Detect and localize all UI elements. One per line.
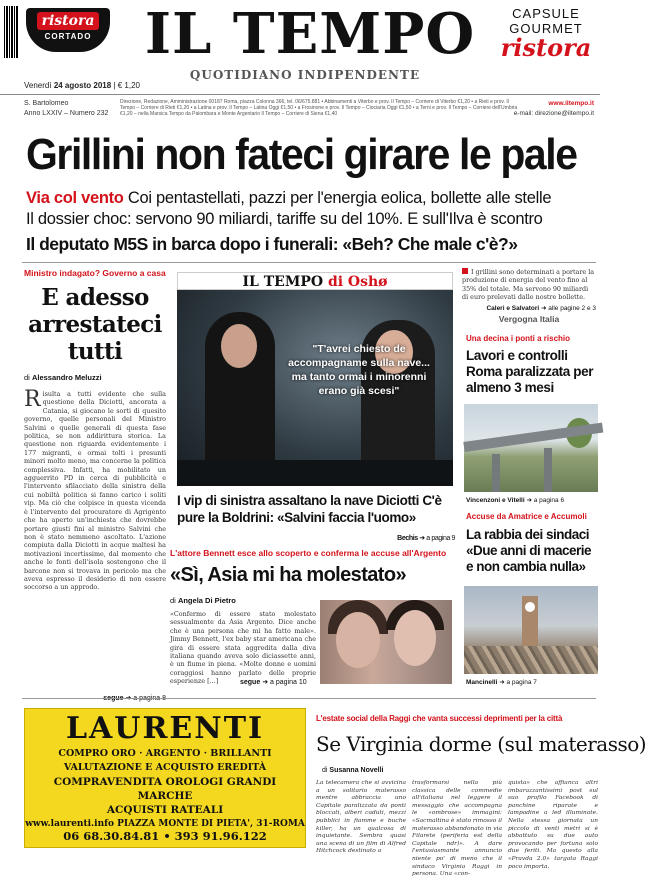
- article-title[interactable]: E adesso arrestateci tutti: [28, 284, 162, 365]
- editorial-article: [24, 268, 166, 702]
- arrow-right-icon: ➜: [541, 304, 547, 312]
- ad-phones: 06 68.30.84.81 • 393 91.96.122: [63, 829, 267, 843]
- price: € 1,20: [117, 81, 140, 90]
- divider: [22, 262, 596, 263]
- continue-page: a pagina 10: [270, 679, 307, 686]
- subheadline-3[interactable]: Il deputato M5S in barca dopo i funerali: «Beh? Che male c'è?»: [26, 234, 518, 254]
- byline-prefix: di: [322, 767, 328, 774]
- amatrice-continue[interactable]: [466, 678, 596, 686]
- byline-prefix: di: [170, 596, 176, 605]
- article-body: Risulta a tutti evidente che sulla questione della Diciotti, ancorata a Catania, si giocano le sorti di quesito governo, quelle personali del Ministro Salvini e quelle generali di questa fase politica, se non addirittura storica. La questione non riguarda evidentemente i 177 migranti, e ormai tolti i presunti minori molto meno, ma concerne la politica complessiva. Infatti, ha mobilitato un agguerrito PD in cerca di pubblicità e l'intervento sfilacciato della sinistra della cui nobiltà politica si fanno carico i soliti vip. Ma ciò che colpisce in questa vicenda è l'intervento del procuratore di Agrigento che ha aperto un'inchiesta che dovrebbe portare giusti fini al ministro Salvini che non è stato nemmeno ascoltato. L'azione compiuta dalla Diciotti in acque maltesi ha motivazioni incertissime, dal momento che anche le fonti dell'isola sostengono che il barcone non si trovava in pericolo ma che aveva espresso il desiderio di non essere soccorso a un approdo.: [24, 387, 166, 592]
- arrow-right-icon: ➜: [499, 679, 505, 686]
- byline-prefix: di: [24, 373, 30, 382]
- bennett-body: «Confermo di essere stato molestato sessualmente da Asia Argento. Dice anche che è una persona che mi ha fatto male». Jimmy Bennett, l'ex baby star americana che gira di essere stata aggredita dalla diva italiana quando aveva solo diciassette anni, è un fiume in piena. «Molte donne e uomini coraggiosi hanno parlato delle proprie esperienze [...]: [170, 610, 316, 686]
- arrow-right-icon: ➜: [419, 535, 425, 542]
- bridge-pillar: [492, 454, 500, 492]
- bridges-continue[interactable]: [466, 496, 596, 504]
- newspaper-logo[interactable]: IL TEMPO: [144, 1, 476, 67]
- issue-info: [24, 99, 114, 119]
- osho-label-suffix: di Oshø: [327, 274, 388, 290]
- info-bar: [0, 94, 600, 128]
- photo-desk: [177, 460, 453, 486]
- person-left-face: [221, 324, 257, 368]
- raggi-column-1: La telecamera che si avvicina a un solitario materasso mentre abbraccia uno Capitale paralizzata da ponti bloccati, alberi caduti, mezzi pubblici in fiamme e buche killer, ha un qualcosa di inquietante. Sembra quasi una scena di un film di Alfred Hitchcock destinato a: [316, 780, 406, 855]
- capsule-line-1: CAPSULE: [512, 6, 580, 21]
- contact-info: [514, 99, 594, 119]
- ad-address: [25, 819, 305, 829]
- energy-brief-page: alle pagine 2 e 3: [548, 304, 596, 312]
- ristora-cortado-badge: [26, 8, 110, 52]
- bennett-headline[interactable]: «Sì, Asia mi ha molestato»: [170, 564, 406, 586]
- energy-brief-continue[interactable]: [462, 304, 596, 312]
- date-value: 24 agosto 2018: [53, 81, 112, 90]
- bridges-kicker: Una decina i ponti a rischio: [466, 334, 571, 343]
- section-vergogna-italia: Vergogna Italia: [498, 314, 560, 324]
- email-link[interactable]: e-mail: direzione@iltempo.it: [513, 110, 594, 117]
- osho-label-prefix: IL TEMPO: [242, 274, 324, 290]
- caption-page: a pagina 9: [426, 535, 455, 542]
- bridges-authors: Vincenzoni e Vitelli: [466, 497, 525, 504]
- capsule-line-2: GOURMET: [509, 21, 583, 36]
- legal-info: Direzione, Redazione, Amministrazione 00187 Roma, piazza Colonna 366, tel. 06/675.881 • Abbinamenti a Viterbo e prov. Il Tempo – Corriere di Viterbo €1,20 • a Rieti e prov. Il Tempo – Corriere di Rieti €1,20 • a Latina e prov. Il Tempo – Latina Oggi €1,50 • a Frosinone e prov. Il Tempo – Ciociaria Oggi €1,50 • a Terni e prov. Il Tempo – Corriere dell'Umbria €1,20 – nella Marsica Tempo da Palombara e Monte Argentario Il Tempo – Corriere di Siena €1,40: [120, 99, 518, 117]
- capsule-gourmet-ad[interactable]: [498, 6, 594, 60]
- issue-number: Anno LXXIV – Numero 232: [24, 110, 109, 117]
- bridge-pillar: [544, 448, 552, 492]
- amatrice-kicker: Accuse da Amatrice e Accumoli: [466, 512, 587, 521]
- ad-line-1: COMPRO ORO · ARGENTO · BRILLANTI: [58, 748, 272, 759]
- osho-section-label: [177, 272, 453, 290]
- ad-line-4: ACQUISTI RATEALI: [106, 804, 224, 816]
- arrow-right-icon: ➜: [526, 497, 532, 504]
- raggi-body: [316, 780, 598, 878]
- raggi-column-3: quista» che affianca altri imbarazzantissimi post sul suo profilo Facebook di panchine riparate e lampadine a led illuminate. Nella stessa giornata un piccolo di venti metri si è abbattuto su due auto provocando per fortuna solo due feriti. Ma questo alla «Pravda 2.0» targata Raggi poco importa.: [508, 780, 598, 870]
- arrow-right-icon: ➜: [262, 679, 269, 686]
- byline-author: Susanna Novelli: [329, 767, 384, 774]
- amatrice-page: a pagina 7: [506, 679, 537, 686]
- article-kicker: Ministro indagato? Governo a casa: [24, 268, 166, 278]
- amatrice-headline[interactable]: La rabbia dei sindaci «Due anni di macerie e non cambia nulla»: [466, 527, 592, 574]
- dateline: Venerdì 24 agosto 2018 | € 1,20: [24, 81, 140, 90]
- ad-line-3: COMPRAVENDITA OROLOGI GRANDI MARCHE: [53, 776, 277, 802]
- raggi-column-2: trasformarsi nella più classica delle commedie all'italiana nel leggere il messaggio che accompagna le «ombrose» immagini: «Sacmaltina è stato rimosso il materasso abbandonato in via Filarete (periferia est della Capitale ndr)». A dare l'entusiasmante annuncio niente po' di meno che il sindaco Virginia Raggi in persona. Una «con-: [412, 780, 502, 878]
- raggi-byline: [322, 767, 383, 774]
- website-link[interactable]: www.iltempo.it: [548, 100, 594, 107]
- date-day: Venerdì: [24, 81, 52, 90]
- energy-brief-body: I grillini sono determinati a portare la produzione di energia del vento fino al 35% del totale. Ma servono 90 miliardi di euro prelevati dalle nostre bollette.: [462, 268, 595, 302]
- photo-face-left: [336, 612, 380, 668]
- subheadline-2: Il dossier choc: servono 90 miliardi, tariffe su del 10%. E sull'Ilva è scontro: [26, 210, 543, 228]
- subheadline-1-lead: Via col vento: [26, 189, 124, 207]
- bridges-headline[interactable]: Lavori e controlli Roma paralizzata per almeno 3 mesi: [466, 348, 594, 395]
- photo-caption[interactable]: [177, 492, 455, 547]
- energy-brief-authors: Caleri e Salvatori: [486, 304, 540, 312]
- byline-author: Alessandro Meluzzi: [31, 373, 102, 382]
- caption-author: Bechis: [397, 535, 418, 542]
- subheadline-1-text: Coi pentastellati, pazzi per l'energia eolica, bollette alle stelle: [127, 189, 552, 207]
- saint-of-day: S. Bartolomeo: [24, 100, 69, 107]
- amatrice-author: Mancinelli: [466, 679, 498, 686]
- continue-label: segue: [240, 679, 261, 686]
- photo-caption-text: I vip di sinistra assaltano la nave Diciotti C'è pure la Boldrini: «Salvini faccia l'uomo»: [177, 493, 442, 525]
- article-byline: [24, 373, 166, 382]
- bennett-photo[interactable]: [320, 600, 452, 684]
- badge-brand: ristora: [37, 12, 99, 30]
- bennett-kicker: L'attore Bennett esce allo scoperto e conferma le accuse all'Argento: [170, 548, 447, 558]
- energy-brief-text: [462, 268, 596, 302]
- bridges-page: a pagina 6: [533, 497, 565, 504]
- capsule-brand: ristora: [500, 33, 592, 62]
- bullet-square-icon: [462, 268, 468, 274]
- photo-face-right: [394, 610, 436, 666]
- energy-brief: [462, 268, 596, 312]
- ad-website[interactable]: www.laurenti.info: [25, 819, 115, 829]
- rubble: [464, 646, 598, 674]
- bridge-photo[interactable]: [464, 404, 598, 492]
- raggi-headline[interactable]: Se Virginia dorme (sul materasso): [316, 732, 646, 756]
- main-headline[interactable]: Grillini non fateci girare le pale: [26, 130, 577, 179]
- badge-sub: CORTADO: [44, 32, 92, 41]
- amatrice-photo[interactable]: [464, 586, 598, 674]
- barcode: [4, 6, 18, 58]
- ad-title: LAURENTI: [65, 711, 265, 746]
- satirical-photo[interactable]: [177, 290, 453, 486]
- byline-author: Angela Di Pietro: [177, 596, 236, 605]
- photo-quote: "T'avrei chiesto de accompagname sulla nave... ma tanto ormai i minorenni erano già scesi": [288, 343, 430, 397]
- newspaper-tagline: QUOTIDIANO INDIPENDENTE: [189, 68, 421, 82]
- ad-line-2: VALUTAZIONE E ACQUISTO EREDITÀ: [63, 762, 267, 773]
- raggi-kicker: L'estate social della Raggi che vanta successi deprimenti per la città: [316, 714, 563, 723]
- divider: [22, 698, 596, 699]
- ad-street: PIAZZA MONTE DI PIETA', 31-ROMA: [117, 819, 305, 829]
- caption-continue[interactable]: [177, 530, 455, 547]
- masthead: [0, 0, 600, 92]
- laurenti-advertisement[interactable]: [24, 708, 306, 848]
- subheadline-1: [26, 188, 606, 208]
- bennett-continue[interactable]: [240, 678, 307, 686]
- bennett-byline: [170, 596, 236, 605]
